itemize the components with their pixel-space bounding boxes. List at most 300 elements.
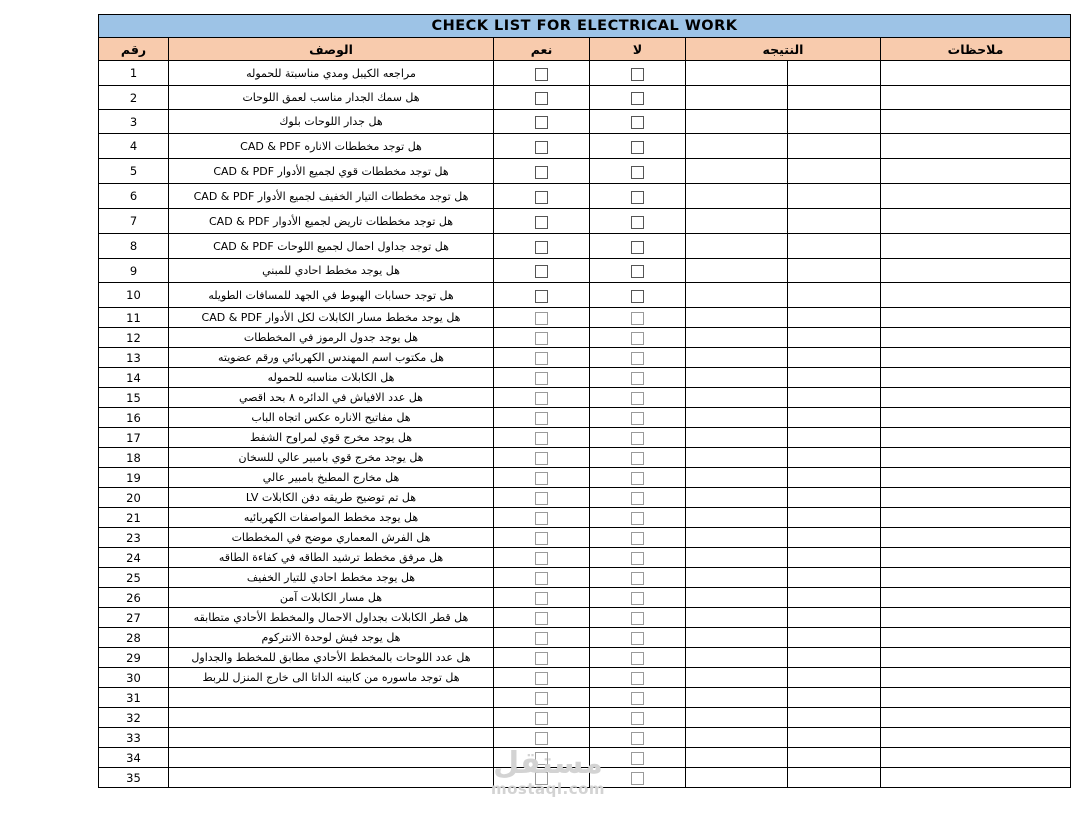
table-row [99,428,1071,448]
cell-no [590,748,686,768]
table-row [99,308,1071,328]
row-number: 16 [99,408,169,428]
no-checkbox[interactable] [631,241,644,254]
cell-no [590,588,686,608]
cell-result-a[interactable] [686,668,788,688]
row-description: هل يوجد مخطط مسار الكابلات لكل الأدوار CAD & PDF [169,308,494,328]
cell-result-a[interactable] [686,548,788,568]
cell-result-a[interactable] [686,568,788,588]
yes-checkbox[interactable] [535,772,548,785]
cell-result-b[interactable] [788,159,881,184]
cell-result-a[interactable] [686,134,788,159]
cell-yes [494,428,590,448]
row-number: 20 [99,488,169,508]
cell-result-b[interactable] [788,184,881,209]
cell-result-b[interactable] [788,448,881,468]
yes-checkbox[interactable] [535,116,548,129]
cell-yes [494,568,590,588]
cell-result-b[interactable] [788,608,881,628]
cell-result-b[interactable] [788,708,881,728]
table-row [99,488,1071,508]
cell-yes [494,628,590,648]
row-description: هل عدد الافياش في الدائره ٨ بحد اقصي [169,388,494,408]
cell-notes[interactable] [881,308,1071,328]
cell-yes [494,488,590,508]
row-description: هل توجد حسابات الهبوط في الجهد للمسافات الطويله [169,283,494,308]
cell-no [590,328,686,348]
yes-checkbox[interactable] [535,392,548,405]
yes-checkbox[interactable] [535,312,548,325]
cell-notes[interactable] [881,688,1071,708]
no-checkbox[interactable] [631,116,644,129]
cell-result-a[interactable] [686,488,788,508]
table-row [99,448,1071,468]
cell-result-a[interactable] [686,528,788,548]
cell-no [590,568,686,588]
cell-no [590,283,686,308]
row-description [169,708,494,728]
row-description: هل مخارج المطبخ بامبير عالي [169,468,494,488]
row-description: هل الكابلات مناسبه للحموله [169,368,494,388]
cell-notes[interactable] [881,368,1071,388]
yes-checkbox[interactable] [535,412,548,425]
row-description [169,728,494,748]
row-number: 6 [99,184,169,209]
row-number: 7 [99,209,169,234]
cell-yes [494,86,590,110]
row-description: هل مكتوب اسم المهندس الكهربائي ورقم عضويته [169,348,494,368]
yes-checkbox[interactable] [535,592,548,605]
no-checkbox[interactable] [631,392,644,405]
row-number: 9 [99,259,169,283]
cell-notes[interactable] [881,348,1071,368]
cell-no [590,209,686,234]
cell-yes [494,528,590,548]
row-number: 25 [99,568,169,588]
cell-result-a[interactable] [686,61,788,86]
cell-yes [494,234,590,259]
cell-notes[interactable] [881,209,1071,234]
cell-result-b[interactable] [788,408,881,428]
cell-yes [494,688,590,708]
no-checkbox[interactable] [631,216,644,229]
table-row [99,209,1071,234]
cell-no [590,408,686,428]
cell-result-b[interactable] [788,648,881,668]
checklist-body [99,61,1071,788]
table-row [99,708,1071,728]
cell-no [590,428,686,448]
checklist-table [98,14,1071,788]
row-number: 34 [99,748,169,768]
no-checkbox[interactable] [631,68,644,81]
cell-no [590,159,686,184]
cell-result-b[interactable] [788,548,881,568]
table-row [99,688,1071,708]
yes-checkbox[interactable] [535,92,548,105]
cell-no [590,110,686,134]
no-checkbox[interactable] [631,472,644,485]
cell-notes[interactable] [881,528,1071,548]
no-checkbox[interactable] [631,290,644,303]
cell-no [590,134,686,159]
cell-result-b[interactable] [788,588,881,608]
cell-result-b[interactable] [788,468,881,488]
cell-no [590,259,686,283]
cell-notes[interactable] [881,259,1071,283]
cell-notes[interactable] [881,184,1071,209]
cell-result-a[interactable] [686,283,788,308]
row-description: هل سمك الجدار مناسب لعمق اللوحات [169,86,494,110]
cell-notes[interactable] [881,568,1071,588]
cell-result-b[interactable] [788,508,881,528]
cell-yes [494,408,590,428]
cell-result-a[interactable] [686,708,788,728]
cell-notes[interactable] [881,728,1071,748]
cell-result-b[interactable] [788,234,881,259]
yes-checkbox[interactable] [535,732,548,745]
cell-result-a[interactable] [686,408,788,428]
row-number: 5 [99,159,169,184]
table-row [99,408,1071,428]
cell-result-a[interactable] [686,468,788,488]
table-row [99,234,1071,259]
row-description: هل يوجد جدول الرموز في المخططات [169,328,494,348]
row-description: هل يوجد مخطط المواصفات الكهربائيه [169,508,494,528]
table-row [99,388,1071,408]
cell-notes[interactable] [881,668,1071,688]
col-header-number: رقم [99,38,169,61]
cell-result-b[interactable] [788,628,881,648]
cell-result-a[interactable] [686,110,788,134]
cell-yes [494,368,590,388]
cell-result-a[interactable] [686,628,788,648]
no-checkbox[interactable] [631,412,644,425]
cell-result-b[interactable] [788,388,881,408]
cell-yes [494,708,590,728]
cell-result-b[interactable] [788,328,881,348]
cell-no [590,628,686,648]
cell-result-a[interactable] [686,328,788,348]
yes-checkbox[interactable] [535,216,548,229]
yes-checkbox[interactable] [535,712,548,725]
row-description: هل توجد مخططات التيار الخفيف لجميع الأدوار CAD & PDF [169,184,494,209]
yes-checkbox[interactable] [535,452,548,465]
row-number: 15 [99,388,169,408]
cell-notes[interactable] [881,448,1071,468]
yes-checkbox[interactable] [535,632,548,645]
no-checkbox[interactable] [631,572,644,585]
cell-yes [494,768,590,788]
cell-result-a[interactable] [686,159,788,184]
cell-result-b[interactable] [788,668,881,688]
row-number: 23 [99,528,169,548]
cell-notes[interactable] [881,328,1071,348]
cell-result-b[interactable] [788,134,881,159]
cell-result-b[interactable] [788,110,881,134]
table-row [99,508,1071,528]
cell-no [590,528,686,548]
cell-yes [494,548,590,568]
table-row [99,768,1071,788]
cell-result-a[interactable] [686,728,788,748]
no-checkbox[interactable] [631,332,644,345]
cell-yes [494,209,590,234]
table-row [99,548,1071,568]
row-number: 19 [99,468,169,488]
yes-checkbox[interactable] [535,472,548,485]
cell-notes[interactable] [881,588,1071,608]
no-checkbox[interactable] [631,592,644,605]
yes-checkbox[interactable] [535,492,548,505]
cell-result-a[interactable] [686,688,788,708]
yes-checkbox[interactable] [535,752,548,765]
cell-notes[interactable] [881,283,1071,308]
cell-result-a[interactable] [686,428,788,448]
table-row [99,668,1071,688]
no-checkbox[interactable] [631,265,644,278]
no-checkbox[interactable] [631,166,644,179]
cell-yes [494,348,590,368]
cell-result-a[interactable] [686,508,788,528]
col-header-result: النتيجه [686,38,881,61]
row-number: 3 [99,110,169,134]
cell-result-b[interactable] [788,86,881,110]
cell-result-a[interactable] [686,608,788,628]
yes-checkbox[interactable] [535,572,548,585]
cell-result-b[interactable] [788,283,881,308]
cell-no [590,468,686,488]
table-row [99,61,1071,86]
cell-result-b[interactable] [788,368,881,388]
cell-result-b[interactable] [788,748,881,768]
no-checkbox[interactable] [631,372,644,385]
row-number: 2 [99,86,169,110]
yes-checkbox[interactable] [535,241,548,254]
cell-result-a[interactable] [686,388,788,408]
cell-notes[interactable] [881,86,1071,110]
cell-notes[interactable] [881,468,1071,488]
yes-checkbox[interactable] [535,141,548,154]
no-checkbox[interactable] [631,632,644,645]
yes-checkbox[interactable] [535,652,548,665]
no-checkbox[interactable] [631,191,644,204]
no-checkbox[interactable] [631,492,644,505]
cell-no [590,61,686,86]
table-row [99,328,1071,348]
no-checkbox[interactable] [631,512,644,525]
yes-checkbox[interactable] [535,372,548,385]
cell-result-a[interactable] [686,648,788,668]
table-row [99,628,1071,648]
yes-checkbox[interactable] [535,532,548,545]
no-checkbox[interactable] [631,141,644,154]
cell-result-b[interactable] [788,488,881,508]
table-row [99,608,1071,628]
no-checkbox[interactable] [631,732,644,745]
table-row [99,283,1071,308]
cell-notes[interactable] [881,508,1071,528]
cell-notes[interactable] [881,608,1071,628]
cell-result-b[interactable] [788,348,881,368]
no-checkbox[interactable] [631,712,644,725]
row-description: هل يوجد مخطط احادي للتيار الخفيف [169,568,494,588]
yes-checkbox[interactable] [535,552,548,565]
cell-no [590,448,686,468]
cell-result-a[interactable] [686,448,788,468]
cell-result-a[interactable] [686,209,788,234]
cell-result-b[interactable] [788,728,881,748]
row-description: هل توجد مخططات الاناره CAD & PDF [169,134,494,159]
cell-result-b[interactable] [788,428,881,448]
row-number: 11 [99,308,169,328]
no-checkbox[interactable] [631,432,644,445]
cell-notes[interactable] [881,388,1071,408]
row-number: 35 [99,768,169,788]
cell-yes [494,328,590,348]
row-description: هل يوجد فيش لوحدة الانتركوم [169,628,494,648]
cell-notes[interactable] [881,428,1071,448]
cell-notes[interactable] [881,748,1071,768]
yes-checkbox[interactable] [535,352,548,365]
row-number: 8 [99,234,169,259]
table-row [99,648,1071,668]
cell-yes [494,508,590,528]
cell-result-a[interactable] [686,184,788,209]
cell-result-b[interactable] [788,768,881,788]
cell-result-a[interactable] [686,308,788,328]
row-number: 10 [99,283,169,308]
cell-notes[interactable] [881,648,1071,668]
table-row [99,748,1071,768]
table-row [99,568,1071,588]
no-checkbox[interactable] [631,752,644,765]
cell-result-a[interactable] [686,768,788,788]
cell-result-b[interactable] [788,688,881,708]
yes-checkbox[interactable] [535,692,548,705]
cell-no [590,508,686,528]
cell-notes[interactable] [881,234,1071,259]
cell-notes[interactable] [881,159,1071,184]
cell-no [590,648,686,668]
cell-result-b[interactable] [788,528,881,548]
cell-notes[interactable] [881,134,1071,159]
yes-checkbox[interactable] [535,290,548,303]
cell-yes [494,159,590,184]
yes-checkbox[interactable] [535,191,548,204]
cell-result-b[interactable] [788,61,881,86]
row-description: هل مسار الكابلات آمن [169,588,494,608]
yes-checkbox[interactable] [535,512,548,525]
row-description: هل توجد مخططات قوي لجميع الأدوار CAD & PDF [169,159,494,184]
yes-checkbox[interactable] [535,672,548,685]
yes-checkbox[interactable] [535,612,548,625]
cell-result-a[interactable] [686,368,788,388]
watermark-logo: مستقل [493,746,603,781]
row-number: 17 [99,428,169,448]
cell-yes [494,468,590,488]
row-number: 13 [99,348,169,368]
row-number: 14 [99,368,169,388]
cell-no [590,488,686,508]
row-number: 12 [99,328,169,348]
row-number: 24 [99,548,169,568]
cell-notes[interactable] [881,408,1071,428]
table-row [99,159,1071,184]
cell-yes [494,668,590,688]
cell-result-b[interactable] [788,259,881,283]
cell-yes [494,283,590,308]
cell-notes[interactable] [881,628,1071,648]
cell-notes[interactable] [881,110,1071,134]
cell-result-a[interactable] [686,86,788,110]
cell-result-a[interactable] [686,234,788,259]
no-checkbox[interactable] [631,672,644,685]
row-number: 4 [99,134,169,159]
no-checkbox[interactable] [631,532,644,545]
yes-checkbox[interactable] [535,432,548,445]
row-description: هل جدار اللوحات بلوك [169,110,494,134]
cell-no [590,388,686,408]
cell-result-b[interactable] [788,209,881,234]
cell-yes [494,259,590,283]
yes-checkbox[interactable] [535,68,548,81]
cell-result-b[interactable] [788,308,881,328]
cell-result-a[interactable] [686,259,788,283]
cell-yes [494,388,590,408]
table-row [99,728,1071,748]
row-number: 29 [99,648,169,668]
cell-no [590,86,686,110]
yes-checkbox[interactable] [535,166,548,179]
cell-no [590,708,686,728]
cell-result-a[interactable] [686,348,788,368]
yes-checkbox[interactable] [535,265,548,278]
no-checkbox[interactable] [631,772,644,785]
row-number: 31 [99,688,169,708]
cell-result-b[interactable] [788,568,881,588]
cell-result-a[interactable] [686,588,788,608]
cell-result-a[interactable] [686,748,788,768]
table-row [99,110,1071,134]
cell-notes[interactable] [881,488,1071,508]
header-row [99,38,1071,61]
row-description: هل عدد اللوحات بالمخطط الأحادي مطابق للمخطط والجداول [169,648,494,668]
cell-yes [494,588,590,608]
no-checkbox[interactable] [631,352,644,365]
row-number: 27 [99,608,169,628]
cell-yes [494,648,590,668]
row-number: 28 [99,628,169,648]
yes-checkbox[interactable] [535,332,548,345]
row-description [169,688,494,708]
no-checkbox[interactable] [631,312,644,325]
cell-notes[interactable] [881,548,1071,568]
no-checkbox[interactable] [631,92,644,105]
cell-yes [494,448,590,468]
no-checkbox[interactable] [631,692,644,705]
no-checkbox[interactable] [631,552,644,565]
no-checkbox[interactable] [631,612,644,625]
cell-notes[interactable] [881,61,1071,86]
row-number: 32 [99,708,169,728]
cell-notes[interactable] [881,708,1071,728]
cell-notes[interactable] [881,768,1071,788]
table-row [99,184,1071,209]
no-checkbox[interactable] [631,452,644,465]
no-checkbox[interactable] [631,652,644,665]
cell-yes [494,184,590,209]
